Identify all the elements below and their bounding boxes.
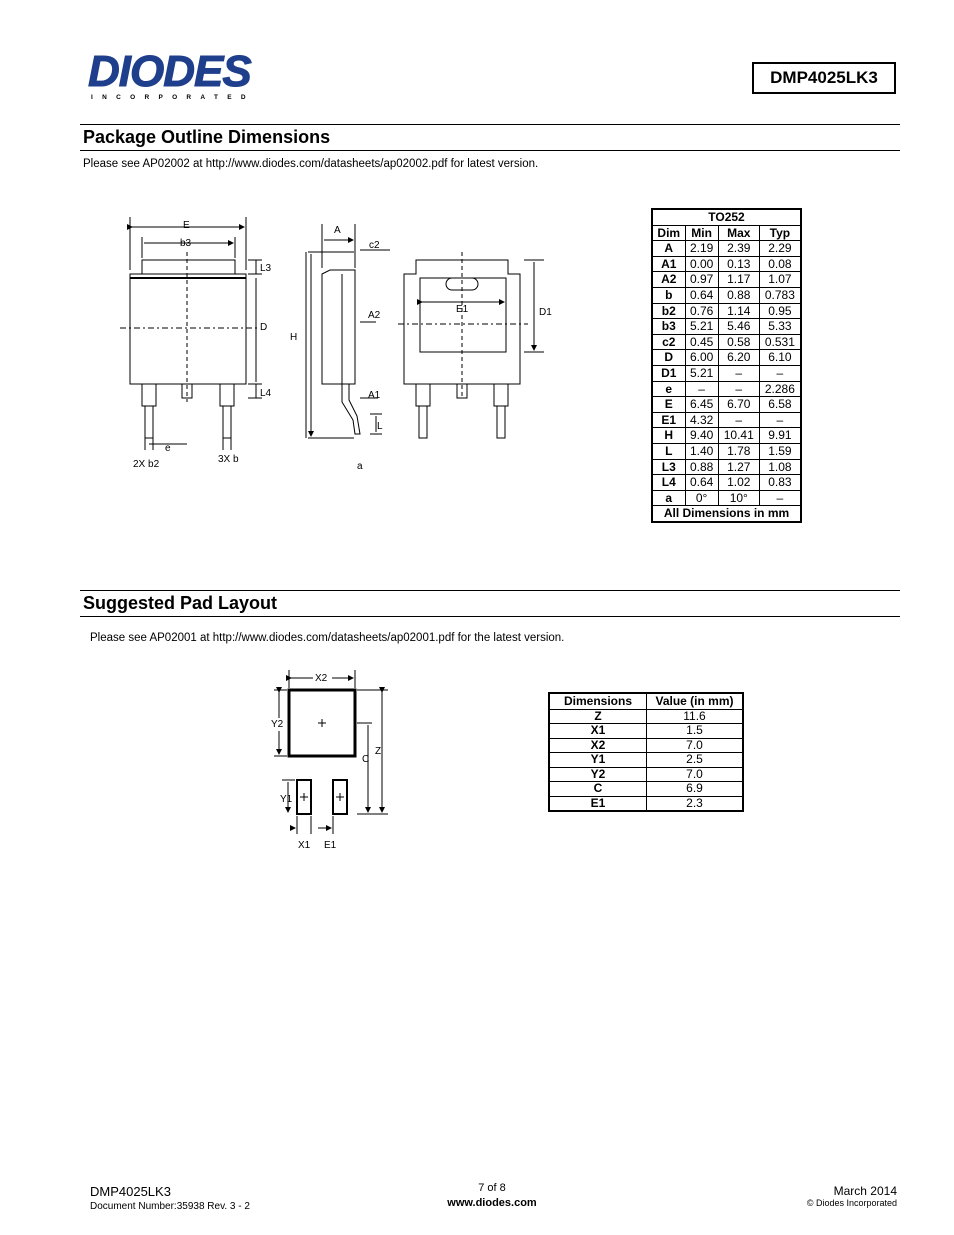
table-row <box>652 428 801 444</box>
part-number-box: DMP4025LK3 <box>752 62 896 94</box>
footer-website[interactable]: www.diodes.com <box>447 1197 537 1209</box>
value-cell: 2.29 <box>759 241 801 257</box>
dim-cell: E <box>652 397 685 413</box>
label-E1: E1 <box>324 840 337 851</box>
value-cell: 1.59 <box>759 443 801 459</box>
dim-cell: L3 <box>652 459 685 475</box>
value-cell: 0.88 <box>718 287 759 303</box>
package-outline-note: Please see AP02002 at http://www.diodes.com/datasheets/ap02002.pdf for latest version. <box>83 158 539 170</box>
value-cell: 1.40 <box>685 443 718 459</box>
label-E1: E1 <box>456 304 469 315</box>
dim-cell: c2 <box>652 334 685 350</box>
value-cell: 5.46 <box>718 319 759 335</box>
value-cell: 1.5 <box>647 724 744 739</box>
label-D: D <box>260 322 268 333</box>
logo-subtext: INCORPORATED <box>91 94 255 101</box>
value-cell: – <box>718 412 759 428</box>
value-cell: 0.531 <box>759 334 801 350</box>
dim-cell: Y1 <box>549 753 647 768</box>
label-A2: A2 <box>368 310 381 321</box>
header-value: Value (in mm) <box>647 693 744 709</box>
label-H: H <box>290 332 298 343</box>
value-cell: – <box>685 381 718 397</box>
section-rule-top <box>80 124 900 125</box>
value-cell: 6.58 <box>759 397 801 413</box>
value-cell: 6.10 <box>759 350 801 366</box>
value-cell: 11.6 <box>647 709 744 724</box>
label-X2: X2 <box>315 673 328 684</box>
header-max: Max <box>718 225 759 241</box>
value-cell: 6.45 <box>685 397 718 413</box>
table-row <box>652 303 801 319</box>
dim-cell: D1 <box>652 365 685 381</box>
value-cell: 0.76 <box>685 303 718 319</box>
table-row <box>652 350 801 366</box>
pad-dimension-table <box>548 692 744 812</box>
table-header-row <box>549 693 743 709</box>
table-row <box>652 365 801 381</box>
table-row <box>652 256 801 272</box>
dim-cell: b2 <box>652 303 685 319</box>
footer-doc-number: Document Number:35938 Rev. 3 - 2 <box>90 1201 250 1212</box>
dim-cell: e <box>652 381 685 397</box>
dim-cell: A2 <box>652 272 685 288</box>
value-cell: 7.0 <box>647 738 744 753</box>
label-3x-b: 3X b <box>218 454 239 465</box>
table-row <box>549 767 743 782</box>
footer-copyright: © Diodes Incorporated <box>806 1198 897 1208</box>
label-e: e <box>165 443 171 454</box>
value-cell: 0.88 <box>685 459 718 475</box>
header-dim: Dim <box>652 225 685 241</box>
value-cell: 1.02 <box>718 475 759 491</box>
value-cell: 4.32 <box>685 412 718 428</box>
dim-cell: L <box>652 443 685 459</box>
table-row <box>652 272 801 288</box>
label-Y1: Y1 <box>280 794 293 805</box>
value-cell: – <box>759 365 801 381</box>
value-cell: 2.19 <box>685 241 718 257</box>
package-outline-title: Package Outline Dimensions <box>83 127 331 147</box>
to252-dimension-table <box>651 208 802 523</box>
value-cell: 0.45 <box>685 334 718 350</box>
table-row <box>652 412 801 428</box>
value-cell: 2.286 <box>759 381 801 397</box>
section-rule-bottom <box>80 616 900 617</box>
value-cell: – <box>718 381 759 397</box>
value-cell: 7.0 <box>647 767 744 782</box>
value-cell: 1.17 <box>718 272 759 288</box>
value-cell: – <box>759 490 801 506</box>
table-row <box>652 475 801 491</box>
value-cell: 0.97 <box>685 272 718 288</box>
value-cell: 5.21 <box>685 319 718 335</box>
value-cell: 2.5 <box>647 753 744 768</box>
table-title: TO252 <box>652 209 801 225</box>
value-cell: 0.64 <box>685 287 718 303</box>
footer-part-number: DMP4025LK3 <box>90 1184 171 1199</box>
value-cell: 6.9 <box>647 782 744 797</box>
table-row <box>652 397 801 413</box>
table-row <box>652 381 801 397</box>
label-Z: Z <box>375 746 382 757</box>
dim-cell: D <box>652 350 685 366</box>
dim-cell: C <box>549 782 647 797</box>
dim-cell: b3 <box>652 319 685 335</box>
dim-cell: H <box>652 428 685 444</box>
package-outline-drawing <box>120 212 560 477</box>
dim-cell: E1 <box>549 796 647 811</box>
pad-layout-drawing <box>268 668 408 854</box>
header-typ: Typ <box>759 225 801 241</box>
dim-cell: X2 <box>549 738 647 753</box>
table-row <box>652 319 801 335</box>
value-cell: 10.41 <box>718 428 759 444</box>
value-cell: 10° <box>718 490 759 506</box>
table-row <box>549 738 743 753</box>
logo-wordmark: DIODES <box>88 47 251 96</box>
value-cell: 0.95 <box>759 303 801 319</box>
label-C: C <box>362 754 370 765</box>
label-E: E <box>183 220 190 231</box>
header-dimensions: Dimensions <box>549 693 647 709</box>
label-2x-b2: 2X b2 <box>133 459 160 470</box>
value-cell: 0° <box>685 490 718 506</box>
label-D1: D1 <box>539 307 552 318</box>
label-L4: L4 <box>260 388 272 399</box>
value-cell: 0.13 <box>718 256 759 272</box>
section-rule-bottom <box>80 150 900 151</box>
value-cell: 5.21 <box>685 365 718 381</box>
label-c2: c2 <box>369 240 380 251</box>
table-header-row <box>652 225 801 241</box>
dim-cell: A1 <box>652 256 685 272</box>
footer-date: March 2014 <box>833 1184 897 1198</box>
value-cell: 0.64 <box>685 475 718 491</box>
value-cell: 9.40 <box>685 428 718 444</box>
value-cell: 0.83 <box>759 475 801 491</box>
dim-cell: X1 <box>549 724 647 739</box>
dim-cell: L4 <box>652 475 685 491</box>
value-cell: 6.20 <box>718 350 759 366</box>
value-cell: 0.08 <box>759 256 801 272</box>
value-cell: 6.00 <box>685 350 718 366</box>
dim-cell: Z <box>549 709 647 724</box>
value-cell: 1.08 <box>759 459 801 475</box>
table-row <box>549 724 743 739</box>
value-cell: 2.3 <box>647 796 744 811</box>
section-rule-top <box>80 590 900 591</box>
value-cell: 2.39 <box>718 241 759 257</box>
table-row <box>652 443 801 459</box>
pad-layout-title: Suggested Pad Layout <box>83 593 278 613</box>
table-row <box>652 241 801 257</box>
label-L3: L3 <box>260 263 272 274</box>
value-cell: 1.27 <box>718 459 759 475</box>
value-cell: – <box>718 365 759 381</box>
dim-cell: A <box>652 241 685 257</box>
label-L: L <box>377 421 383 432</box>
table-row <box>549 753 743 768</box>
header-min: Min <box>685 225 718 241</box>
table-row <box>652 287 801 303</box>
value-cell: 1.14 <box>718 303 759 319</box>
label-X1: X1 <box>298 840 311 851</box>
dim-cell: a <box>652 490 685 506</box>
value-cell: 9.91 <box>759 428 801 444</box>
value-cell: – <box>759 412 801 428</box>
table-row <box>652 459 801 475</box>
value-cell: 1.78 <box>718 443 759 459</box>
dim-cell: E1 <box>652 412 685 428</box>
dim-cell: b <box>652 287 685 303</box>
dim-cell: Y2 <box>549 767 647 782</box>
table-row <box>549 709 743 724</box>
table-row <box>549 796 743 811</box>
footer-page: 7 of 8 <box>478 1182 506 1194</box>
value-cell: 0.00 <box>685 256 718 272</box>
value-cell: 1.07 <box>759 272 801 288</box>
label-a: a <box>357 461 363 472</box>
table-row <box>652 490 801 506</box>
diodes-logo <box>88 47 268 102</box>
label-Y2: Y2 <box>271 719 284 730</box>
label-b3: b3 <box>180 238 192 249</box>
table-footer: All Dimensions in mm <box>652 506 801 522</box>
label-A1: A1 <box>368 390 381 401</box>
value-cell: 0.58 <box>718 334 759 350</box>
value-cell: 6.70 <box>718 397 759 413</box>
table-row <box>549 782 743 797</box>
value-cell: 0.783 <box>759 287 801 303</box>
value-cell: 5.33 <box>759 319 801 335</box>
pad-layout-note: Please see AP02001 at http://www.diodes.com/datasheets/ap02001.pdf for the latest version. <box>90 632 565 644</box>
table-row <box>652 334 801 350</box>
label-A: A <box>334 225 341 236</box>
